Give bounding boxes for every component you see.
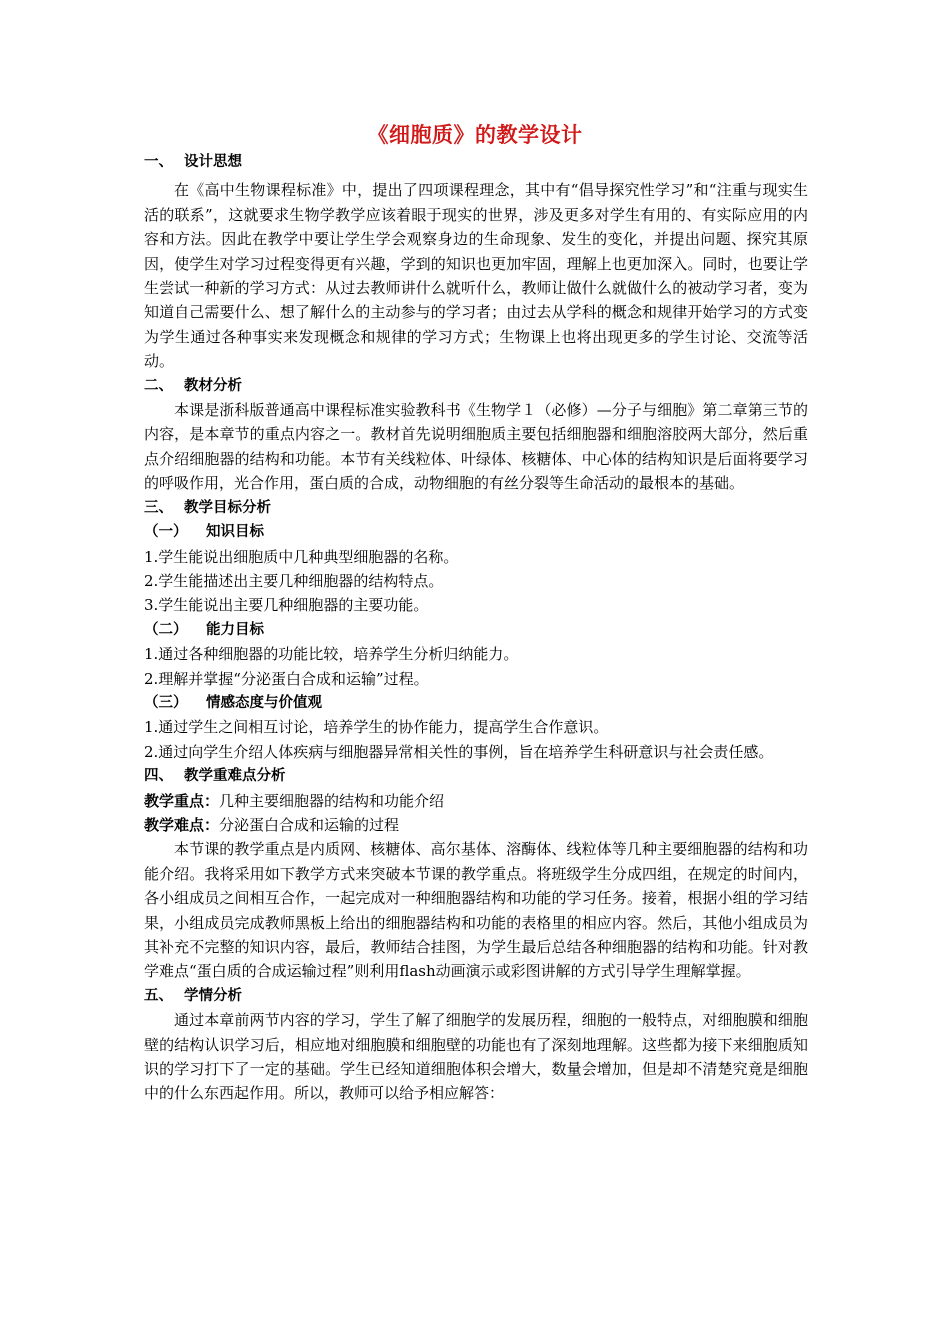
key-point-line [144, 789, 808, 813]
list-item: 2.学生能描述出主要几种细胞器的结构特点。 [144, 571, 444, 590]
section-title: 教学重难点分析 [184, 768, 286, 785]
list-item: 2.理解并掌握“分泌蛋白合成和运输”过程。 [144, 669, 429, 688]
subsection-title: 知识目标 [206, 524, 264, 541]
key-point-text: 几种主要细胞器的结构和功能介绍 [219, 791, 445, 810]
subsection-heading-1 [144, 520, 808, 544]
difficult-point-line [144, 813, 808, 837]
subsection-number: （三） [144, 694, 188, 711]
section-title: 教学目标分析 [184, 499, 271, 516]
list-item: 2.通过向学生介绍人体疾病与细胞器异常相关性的事例，旨在培养学生科研意识与社会责任感。 [144, 742, 774, 761]
section-number: 四、 [144, 768, 173, 785]
key-point-label: 教学重点： [144, 791, 220, 810]
section-paragraph-5: 通过本章前两节内容的学习，学生了解了细胞学的发展历程，细胞的一般特点，对细胞膜和细胞壁的结构认识学习后，相应地对细胞膜和细胞壁的功能也有了深刻地理解。这些都为接下来细胞质知识的学习打下了一定的基础。学生已经知道细胞体积会增大，数量会增加，但是却不清楚究竟是细胞中的什么东西起作用。所以，教师可以给予相应解答： [144, 1011, 808, 1103]
difficult-point-label: 教学难点： [144, 815, 220, 834]
difficult-point-text: 分泌蛋白合成和运输的过程 [219, 815, 400, 834]
subsection-heading-2 [144, 618, 808, 642]
list-item: 1.通过各种细胞器的功能比较，培养学生分析归纳能力。 [144, 645, 519, 664]
subsection-number: （一） [144, 524, 188, 541]
subsection-title: 情感态度与价值观 [206, 694, 322, 711]
subsection-title: 能力目标 [206, 621, 264, 638]
section-number: 二、 [144, 377, 173, 394]
section-title: 教材分析 [184, 377, 242, 394]
section-paragraph-4: 本节课的教学重点是内质网、核糖体、高尔基体、溶酶体、线粒体等几种主要细胞器的结构和功能介绍。我将采用如下教学方式来突破本节课的教学重点。将班级学生分成四组，在规定的时间内，各小组成员之间相互合作，一起完成对一种细胞器结构和功能的学习任务。接着，根据小组的学习结果，小组成员完成教师黑板上给出的细胞器结构和功能的表格里的相应内容。然后，其他小组成员为其补充不完整的知识内容，最后，教师结合挂图，为学生最后总结各种细胞器的结构和功能。针对教学难点“蛋白质的合成运输过程”则利用flash动画演示或彩图讲解的方式引导学生理解掌握。 [144, 840, 808, 981]
section-heading-2 [144, 374, 808, 398]
section-title: 设计思想 [184, 154, 242, 170]
document-title: 《细胞质》的教学设计 [367, 122, 583, 147]
section-heading-1 [144, 150, 808, 174]
subsection-number: （二） [144, 621, 188, 638]
section-number: 五、 [144, 987, 173, 1004]
section-heading-5 [144, 984, 808, 1008]
document-body [144, 150, 808, 1106]
section-number: 三、 [144, 499, 173, 516]
section-paragraph-2: 本课是浙科版普通高中课程标准实验教科书《生物学１（必修）—分子与细胞》第二章第三节的内容，是本章节的重点内容之一。教材首先说明细胞质主要包括细胞器和细胞溶胶两大部分，然后重点介绍细胞器的结构和功能。本节有关线粒体、叶绿体、核糖体、中心体的结构知识是后面将要学习的呼吸作用，光合作用，蛋白质的合成，动物细胞的有丝分裂等生命活动的最根本的基础。 [144, 401, 808, 493]
section-number: 一、 [144, 154, 173, 170]
list-item: 1.通过学生之间相互讨论，培养学生的协作能力，提高学生合作意识。 [144, 718, 609, 737]
subsection-heading-3 [144, 691, 808, 715]
section-paragraph-1: 在《高中生物课程标准》中，提出了四项课程理念，其中有“倡导探究性学习”和“注重与现实生活的联系”，这就要求生物学教学应该着眼于现实的世界，涉及更多对学生有用的、有实际应用的内容和方法。因此在教学中要让学生学会观察身边的生命现象、发生的变化，并提出问题、探究其原因，使学生对学习过程变得更有兴趣，学到的知识也更加牢固，理解上也更加深入。同时，也要让学生尝试一种新的学习方式：从过去教师讲什么就听什么，教师让做什么就做什么的被动学习者，变为知道自己需要什么、想了解什么的主动参与的学习者；由过去从学科的概念和规律开始学习的方式变为学生通过各种事实来发现概念和规律的学习方式；生物课上也将出现更多的学生讨论、交流等活动。 [144, 181, 808, 371]
list-item: 1.学生能说出细胞质中几种典型细胞器的名称。 [144, 547, 459, 566]
section-heading-3 [144, 496, 808, 520]
list-item: 3.学生能说出主要几种细胞器的主要功能。 [144, 596, 429, 615]
section-title: 学情分析 [184, 987, 242, 1004]
section-heading-4 [144, 764, 808, 788]
